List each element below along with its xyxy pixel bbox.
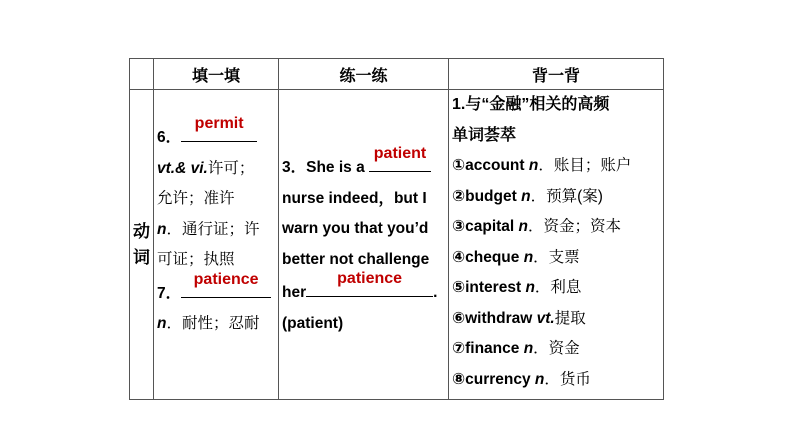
item-meaning: 提取 — [554, 309, 586, 327]
practice-hint: (patient) — [282, 314, 344, 332]
item-meaning: ．预算(案) — [530, 187, 603, 205]
item7-blank — [181, 270, 271, 298]
item6-answer: permit — [194, 115, 244, 132]
practice-blank-1 — [369, 145, 431, 172]
recite-word-item — [452, 365, 663, 396]
item-word: capital — [465, 218, 515, 235]
item7-pos: n — [157, 315, 167, 332]
practice-line-3: warn you that you’d — [282, 220, 429, 237]
practice-blank-2 — [306, 270, 433, 297]
recite-title-2: 单词荟萃 — [452, 126, 517, 144]
item6-meaning-1: 许可； — [207, 159, 255, 177]
item-meaning: ．资金 — [533, 340, 580, 357]
item6-meaning-3: ．通行证；许 — [166, 220, 260, 238]
recite-word-item — [452, 182, 663, 213]
item6-number: 6． — [157, 129, 182, 146]
recite-word-list — [452, 151, 663, 395]
practice-line-1 — [282, 145, 448, 184]
practice-her: her — [282, 284, 307, 301]
recite-column — [449, 90, 664, 400]
item-pos: vt. — [536, 309, 555, 327]
item-meaning: ．账目；账户 — [538, 157, 632, 174]
item6-meaning-4: 可证；执照 — [157, 251, 235, 268]
header-empty — [130, 59, 154, 90]
item-pos: n — [523, 248, 534, 266]
recite-title-1: 1.与“金融”相关的高频 — [452, 96, 610, 113]
header-practice: 练一练 — [279, 59, 449, 90]
item7-number: 7． — [157, 284, 182, 302]
item-word: currency — [465, 370, 531, 388]
item7-answer: patience — [193, 270, 259, 288]
practice-prefix: 3．She is a — [282, 159, 370, 176]
item-number: ① — [452, 157, 466, 174]
recite-word-item — [452, 304, 663, 335]
item-pos: n — [523, 340, 534, 357]
header-fill: 填一填 — [154, 59, 279, 90]
item-word: withdraw — [465, 309, 533, 327]
practice-column — [279, 90, 449, 400]
item-pos: n — [528, 157, 539, 174]
content-row — [130, 90, 664, 400]
item6-pos: vt.& vi. — [157, 159, 208, 177]
item-pos: n — [525, 279, 535, 296]
header-row — [130, 59, 664, 90]
fill-line-1 — [157, 115, 278, 154]
recite-word-item — [452, 212, 663, 243]
item-number: ④ — [452, 248, 466, 266]
practice-answer-2: patience — [337, 270, 403, 287]
recite-word-item — [452, 243, 663, 274]
item-word: interest — [465, 279, 522, 296]
item-pos: n — [534, 370, 545, 388]
practice-line-5 — [282, 270, 448, 309]
recite-word-item — [452, 151, 663, 182]
item-number: ② — [452, 187, 466, 205]
category-char-2: 词 — [133, 247, 150, 267]
item6-meaning-2: 允许；准许 — [157, 190, 235, 207]
practice-line-2: nurse indeed，but I — [282, 189, 427, 207]
item-word: finance — [465, 340, 520, 357]
item-meaning: ．利息 — [534, 279, 582, 296]
item-meaning: ．资金；资本 — [528, 218, 622, 235]
practice-period: . — [433, 284, 438, 301]
item-number: ⑧ — [452, 370, 466, 388]
item7-meaning: ．耐性；忍耐 — [166, 315, 260, 332]
item-word: account — [465, 157, 525, 174]
item-word: cheque — [465, 248, 520, 266]
fill-line-2 — [157, 154, 278, 185]
item6-pos-2: n — [157, 220, 167, 238]
fill-column — [154, 90, 279, 400]
header-recite: 背一背 — [449, 59, 664, 90]
practice-answer-1: patient — [373, 145, 427, 162]
item-number: ⑦ — [452, 340, 466, 357]
item-meaning: ．支票 — [533, 248, 580, 266]
item-word: budget — [465, 187, 517, 205]
vocabulary-table — [129, 58, 664, 400]
item-number: ⑥ — [452, 309, 466, 327]
item6-blank — [181, 115, 257, 142]
item-number: ③ — [452, 218, 466, 235]
item-number: ⑤ — [452, 279, 466, 296]
item-pos: n — [521, 187, 531, 205]
fill-line-6 — [157, 270, 278, 310]
fill-line-7 — [157, 309, 278, 340]
recite-word-item — [452, 334, 663, 365]
category-cell — [130, 90, 154, 400]
item-pos: n — [518, 218, 529, 235]
recite-word-item — [452, 273, 663, 304]
practice-line-4: better not challenge — [282, 250, 430, 268]
category-char-1: 动 — [133, 221, 150, 241]
item-meaning: ．货币 — [544, 370, 591, 388]
fill-line-4 — [157, 215, 278, 246]
